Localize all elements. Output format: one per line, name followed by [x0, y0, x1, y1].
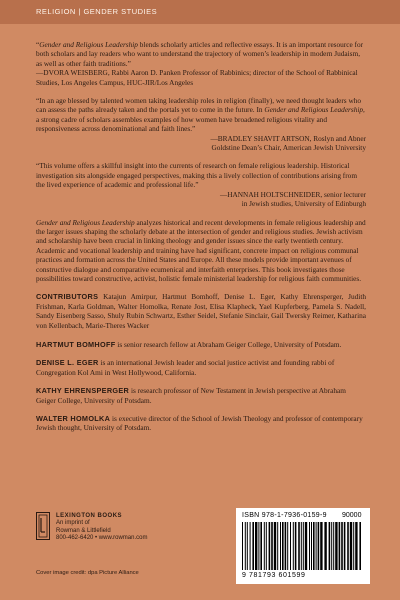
- barcode-bar: [341, 522, 343, 570]
- bio-text: is research professor of New Testament in Jewish perspective at Abraham Geiger College, University of Potsdam.: [36, 386, 346, 405]
- barcode-bar: [303, 522, 304, 570]
- barcode-bar: [298, 522, 300, 570]
- barcode-bar: [318, 522, 320, 570]
- barcode-bar: [344, 522, 346, 570]
- barcode-bar: [274, 522, 276, 570]
- isbn-text: ISBN 978-1-7936-0159-9: [242, 512, 327, 519]
- bio-text: is senior research fellow at Abraham Geiger College, University of Potsdam.: [115, 339, 342, 349]
- quote-2: [36, 96, 366, 152]
- quote-3-attribution-2: in Jewish studies, University of Edinburgh: [241, 199, 366, 209]
- barcode-bar: [301, 522, 302, 570]
- barcode-icon: [242, 522, 364, 570]
- description-title: Gender and Religious Leadership: [36, 217, 135, 227]
- cover-image-credit: Cover image credit: dpa Picture Alliance: [36, 570, 139, 576]
- barcode-bar: [359, 522, 361, 570]
- barcode-bar: [350, 522, 352, 570]
- quote-2-text-post: a strong cadre of scholars assembles examples of how women have broadened religious vitality and responsiveness across denominational and faith lines.”: [36, 114, 327, 134]
- barcode-number: 9 781793 601599: [242, 572, 306, 579]
- category-label: RELIGION | GENDER STUDIES: [36, 7, 158, 16]
- contributors-section: [36, 292, 366, 330]
- barcode-bar: [353, 522, 354, 570]
- bio-name: DENISE L. EGER: [36, 358, 99, 368]
- barcode-bar: [313, 522, 315, 570]
- barcode-bar: [271, 522, 273, 570]
- barcode-bar: [285, 522, 287, 570]
- bio-ehrensperger: [36, 386, 366, 405]
- barcode-bar: [290, 522, 291, 570]
- barcode-bar: [347, 522, 349, 570]
- bio-eger: [36, 358, 366, 377]
- barcode-bar: [242, 522, 243, 570]
- quote-2-title: Gender and Religious Leadership,: [264, 105, 365, 115]
- barcode-bar: [266, 522, 267, 570]
- contributors-names: Katajun Amirpur, Hartmut Bomhoff, Denise L. Eger, Kathy Ehrensperger, Judith Frishman, Karla Goldman, Walter Homolka, Renate Jost, Elisa Klapheck, Yael Kupferberg, Pamela S. Nadell, Sandy Eisenberg Sasso, Shuly Rubin Schwartz, Esther Seidel, Stefanie Sinclair, Gail Twersky Reimer, Katharina von Kellenbach, Marie-Theres Wacker: [36, 292, 366, 330]
- barcode-bar: [311, 522, 312, 570]
- contributors-label: CONTRIBUTORS: [36, 292, 99, 302]
- publisher-name: LEXINGTON BOOKS: [56, 513, 123, 519]
- barcode-bar: [320, 522, 322, 570]
- barcode-bar: [295, 522, 297, 570]
- barcode-bar: [277, 522, 278, 570]
- barcode-bar: [245, 522, 246, 570]
- header-bar: [0, 0, 400, 24]
- barcode-bar: [316, 522, 317, 570]
- barcode-bar: [252, 522, 254, 570]
- quote-1: “Gender and Religious Leadership blends scholarly articles and reflective essays. It is an important resource for both scholars and lay readers who want to understand the trajectory of women’s leadership in modern Judaism, as well as other faith traditions.” —DVORA WEISBERG, Rabbi Aaron D. Panken Professor of Rabbinics; director of the School of Rabbinical Studies, Los Angeles Campus, HUC-JIR/Los Angeles: [36, 40, 364, 87]
- barcode-bar: [305, 522, 307, 570]
- bio-bomhoff: [36, 340, 366, 349]
- bio-text: is executive director of the School of Jewish Theology and professor of contemporary Jewish thought, University of Potsdam.: [36, 414, 363, 433]
- bio-name: HARTMUT BOMHOFF: [36, 339, 116, 349]
- barcode-bar: [250, 522, 251, 570]
- bio-name: WALTER HOMOLKA: [36, 414, 111, 423]
- bio-text: is an international Jewish leader and social justice activist and founding rabbi of Congregation Kol Ami in West Hollywood, California.: [36, 358, 335, 377]
- barcode-bar: [293, 522, 294, 570]
- quote-1-attribution: —DVORA WEISBERG, Rabbi Aaron D. Panken Professor of Rabbinics; director of the School of Rabbinical Studies, Los Angeles Campus, HUC-JIR/Los Angeles: [36, 68, 358, 87]
- publisher-line-1: An imprint of: [56, 520, 90, 527]
- barcode-bar: [280, 522, 281, 570]
- barcode-bar: [264, 522, 265, 570]
- barcode-bar: [269, 522, 271, 570]
- bio-name: KATHY EHRENSPERGER: [36, 386, 130, 396]
- bio-homolka: [36, 414, 366, 433]
- barcode-bar: [258, 522, 259, 570]
- quote-1-text: blends scholarly articles and reflective essays. It is an important resource for both scholars and lay readers who want to understand the trajectory of women’s leadership in modern Judaism, as well as other faith traditions.”: [36, 40, 364, 68]
- barcode-bar: [282, 522, 284, 570]
- barcode-bar: [355, 522, 357, 570]
- barcode-bar: [324, 522, 326, 570]
- barcode-bar: [309, 522, 310, 570]
- barcode-bar: [287, 522, 288, 570]
- barcode-bar: [260, 522, 262, 570]
- quote-3-text: “This volume offers a skillful insight into the currents of research on female religious leadership. Historical investigation sits alongside engaged perspectives, making this a lively collection of contributions arising from the lived experience of academic and professional life.”: [36, 161, 357, 190]
- barcode-bar: [247, 522, 248, 570]
- lexington-books-logo-icon: [36, 512, 50, 540]
- barcode-bar: [335, 522, 337, 570]
- quote-2-attribution-2: Goldstine Dean’s Chair, American Jewish University: [211, 143, 366, 153]
- barcode-bar: [255, 522, 257, 570]
- book-description: [36, 218, 366, 284]
- quote-3-attribution-1: —HANNAH HOLTSCHNEIDER, senior lecturer: [219, 189, 366, 199]
- quote-1-title: Gender and Religious Leadership: [39, 40, 138, 49]
- back-cover-text: [36, 40, 366, 442]
- barcode-box: [236, 508, 370, 584]
- publisher-line-2: Rowman & Littlefield: [56, 527, 111, 534]
- publisher-contact: 800-462-6420 • www.rowman.com: [56, 535, 148, 542]
- price-code: 90000: [342, 512, 362, 519]
- publisher-text: [56, 513, 147, 543]
- barcode-bar: [333, 522, 334, 570]
- barcode-bar: [339, 522, 341, 570]
- barcode-bar: [331, 522, 332, 570]
- quote-3: [36, 161, 366, 208]
- quote-2-attribution-1: —BRADLEY SHAVIT ARTSON, Roslyn and Abner: [210, 133, 366, 143]
- quote-2-text-pre: “In an age blessed by talented women taking leadership roles in religion (finally), we need thought leaders who can assess the paths already taken and the portals yet to come in the future. In: [36, 96, 362, 115]
- barcode-bar: [329, 522, 331, 570]
- description-text: analyzes historical and recent developments in female religious leadership and the larger issues shaping the scholarly debate at the intersection of gender and religious studies. Jewish activism and scholarship have been crucial in linking theology and gender issues since the early twentieth century. Academic and vocational leadership and training have had significant, concrete impact on religious communal practices and formation across the United States and Europe. All these models provide important avenues of constructive dialogue and comparative ecumenical and interfaith enterprises. This book investigates those possibilities toward constructive, activist, holistic female ministerial leadership for religious faith communities.: [36, 217, 366, 283]
